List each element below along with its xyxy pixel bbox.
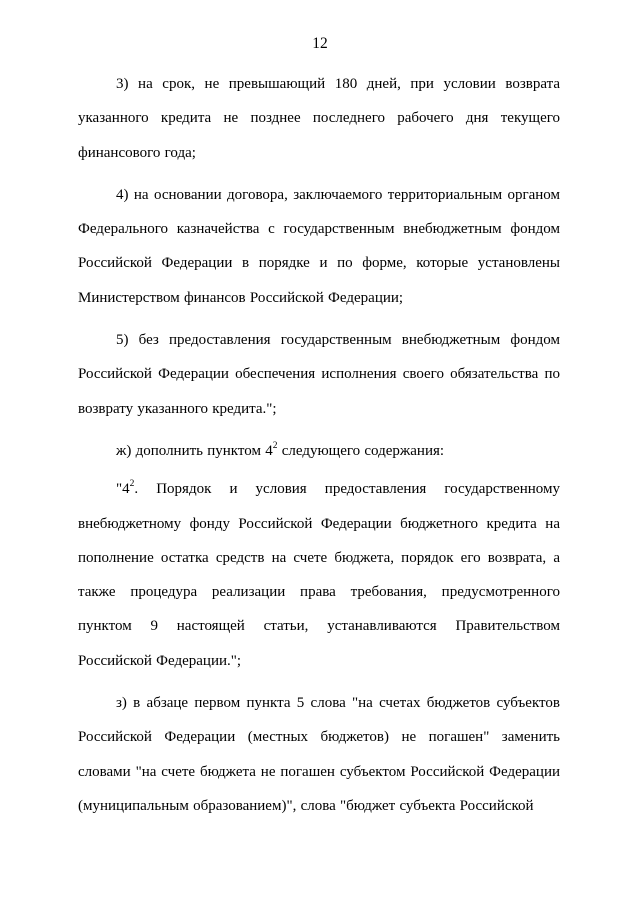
paragraph-amendment-z: з) в абзаце первом пункта 5 слова "на счетах бюджетов субъектов Российской Федерации (местных бюджетов) не погашен" заменить словами "на счете бюджета не погашен субъектом Российской Федерации (муниципальным образованием)", слова "бюджет субъекта Российской <box>78 695 560 814</box>
paragraph-item-5: 5) без предоставления государственным внебюджетным фондом Российской Федерации обеспечения исполнения своего обязательства по возврату указанного кредита."; <box>78 332 560 417</box>
paragraph-point-4-2 <box>78 472 560 678</box>
text-span: следующего содержания: <box>277 442 445 459</box>
paragraph-item-4: 4) на основании договора, заключаемого территориальным органом Федерального казначейства с государственным внебюджетным фондом Российской Федерации в порядке и по форме, которые установлены Министерством финансов Российской Федерации; <box>78 186 560 306</box>
text-span: "4 <box>116 481 130 498</box>
document-body <box>78 67 560 831</box>
paragraph-item-3: 3) на срок, не превышающий 180 дней, при условии возврата указанного кредита не позднее последнего рабочего дня текущего финансового года; <box>78 76 560 161</box>
superscript: 2 <box>129 479 135 490</box>
superscript: 2 <box>272 440 278 451</box>
paragraph-amendment-zh <box>78 434 560 468</box>
text-span: . Порядок и условия предоставления государственному внебюджетному фонду Российской Федерации бюджетного кредита на пополнение остатка средств на счете бюджета, порядок его возврата, а также процедура реализации права требования, предусмотренного пунктом 9 настоящей статьи, устанавливаются Правительством Российской Федерации."; <box>78 481 560 669</box>
text-span: ж) дополнить пунктом 4 <box>116 442 273 459</box>
page-number: 12 <box>312 35 328 52</box>
